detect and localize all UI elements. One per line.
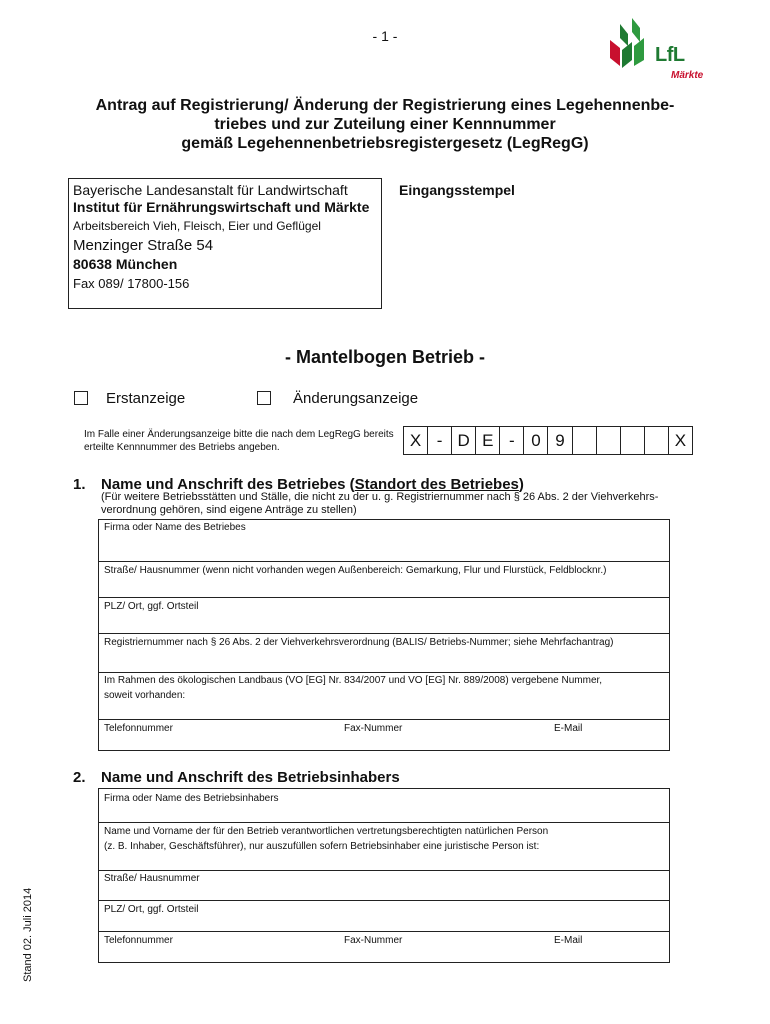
kennnummer-cell[interactable]: E	[476, 427, 500, 454]
registriernummer-field[interactable]	[99, 633, 669, 673]
oeko-label-line1: Im Rahmen des ökologischen Landbaus (VO [EG] Nr. 834/2007 und VO [EG] Nr. 889/2008) vergebene Nummer,	[104, 675, 603, 686]
section2-title: Name und Anschrift des Betriebsinhabers	[101, 769, 400, 786]
kennnummer-cell[interactable]: X	[674, 430, 687, 450]
title-line-3: gemäß Legehennenbetriebsregistergesetz (LegRegG)	[181, 135, 589, 152]
title-line-2: triebes und zur Zuteilung einer Kennnummer	[214, 116, 556, 133]
kennnummer-cell[interactable]: X	[404, 427, 428, 454]
logo-brand: LfL	[655, 44, 685, 66]
inhaber-strasse-field[interactable]	[99, 870, 669, 901]
oeko-label-line2: soweit vorhanden:	[104, 690, 186, 701]
erstanzeige-checkbox[interactable]	[74, 391, 88, 405]
address-dept: Arbeitsbereich Vieh, Fleisch, Eier und Geflügel	[73, 219, 321, 233]
form-heading: - Mantelbogen Betrieb -	[284, 347, 485, 367]
kennnummer-cell[interactable]: D	[452, 427, 476, 454]
kennnummer-cell[interactable]	[645, 427, 669, 454]
section1-form	[98, 519, 670, 751]
address-org2: Institut für Ernährungswirtschaft und Märkte	[73, 199, 370, 215]
erstanzeige-label: Erstanzeige	[106, 390, 186, 407]
kennnummer-field[interactable]	[403, 426, 693, 455]
kennnummer-note: Im Falle einer Änderungsanzeige bitte die nach dem LegRegG bereits erteilte Kennnummer des Betriebs angeben.	[84, 429, 394, 453]
telefon-label: Telefonnummer	[104, 723, 173, 734]
inhaber-fax-label: Fax-Nummer	[344, 935, 403, 946]
section2-form	[98, 788, 670, 963]
inhaber-contact-row[interactable]	[99, 931, 669, 964]
address-org1: Bayerische Landesanstalt für Landwirtschaft	[73, 182, 348, 198]
person-label-line2: (z. B. Inhaber, Geschäftsführer), nur auszufüllen sofern Betriebsinhaber eine juristische Person ist:	[104, 841, 540, 852]
inhaber-firma-field[interactable]	[99, 789, 669, 823]
kennnummer-cell[interactable]: 9	[548, 427, 572, 454]
address-street: Menzinger Straße 54	[73, 237, 214, 254]
kennnummer-cell[interactable]: -	[428, 427, 452, 454]
document-title	[40, 96, 730, 153]
address-city: 80638 München	[73, 256, 178, 272]
section1-subtitle: (Für weitere Betriebsstätten und Ställe, die nicht zu der u. g. Registriernummer nach § 26 Abs. 2 der Viehverkehrs-verordnung gehören, sind eigene Anträge zu stellen)	[101, 491, 659, 516]
aenderungsanzeige-label: Änderungsanzeige	[293, 390, 419, 407]
version-date: Stand 02. Juli 2014	[22, 887, 34, 982]
section1-title-underlined: Standort des Betriebes	[354, 476, 519, 493]
title-line-1: Antrag auf Registrierung/ Änderung der Registrierung eines Legehennenbe-	[95, 97, 675, 114]
firma-field[interactable]	[99, 520, 669, 562]
recipient-address-box	[68, 178, 382, 309]
section1-title-prefix: Name und Anschrift des Betriebes (	[101, 476, 355, 493]
logo-subtitle: Märkte	[671, 70, 704, 81]
firma-label: Firma oder Name des Betriebes	[104, 522, 246, 533]
plz-ort-field[interactable]	[99, 597, 669, 634]
inhaber-strasse-label: Straße/ Hausnummer	[104, 873, 200, 884]
aenderungsanzeige-checkbox[interactable]	[257, 391, 271, 405]
person-label-line1: Name und Vorname der für den Betrieb verantwortlichen vertretungsberechtigten natürlichen Person	[104, 826, 549, 837]
stamp-label: Eingangsstempel	[399, 182, 515, 198]
fax-label: Fax-Nummer	[344, 723, 403, 734]
page-number: - 1 -	[372, 28, 398, 44]
inhaber-plz-field[interactable]	[99, 900, 669, 932]
strasse-field[interactable]	[99, 561, 669, 598]
address-fax: Fax 089/ 17800-156	[73, 276, 190, 291]
strasse-label: Straße/ Hausnummer (wenn nicht vorhanden wegen Außenbereich: Gemarkung, Flur und Flurstück, Feldblocknr.)	[104, 565, 607, 576]
contact-row[interactable]	[99, 719, 669, 752]
kennnummer-cell[interactable]	[621, 427, 645, 454]
section1-number: 1.	[73, 476, 86, 493]
kennnummer-cell[interactable]: 0	[524, 427, 548, 454]
inhaber-email-label: E-Mail	[554, 935, 583, 946]
verantwortliche-person-field[interactable]	[99, 822, 669, 871]
inhaber-telefon-label: Telefonnummer	[104, 935, 173, 946]
registriernummer-label: Registriernummer nach § 26 Abs. 2 der Viehverkehrsverordnung (BALIS/ Betriebs-Nummer; siehe Mehrfachantrag)	[104, 637, 614, 648]
email-label: E-Mail	[554, 723, 583, 734]
section2-number: 2.	[73, 769, 86, 786]
oeko-nummer-field[interactable]	[99, 672, 669, 720]
section1-title-suffix: )	[518, 476, 524, 493]
plz-ort-label: PLZ/ Ort, ggf. Ortsteil	[104, 601, 199, 612]
kennnummer-cell[interactable]	[597, 427, 621, 454]
inhaber-firma-label: Firma oder Name des Betriebsinhabers	[104, 793, 279, 804]
kennnummer-cell[interactable]	[573, 427, 597, 454]
inhaber-plz-label: PLZ/ Ort, ggf. Ortsteil	[104, 904, 199, 915]
kennnummer-cell[interactable]: -	[500, 427, 524, 454]
